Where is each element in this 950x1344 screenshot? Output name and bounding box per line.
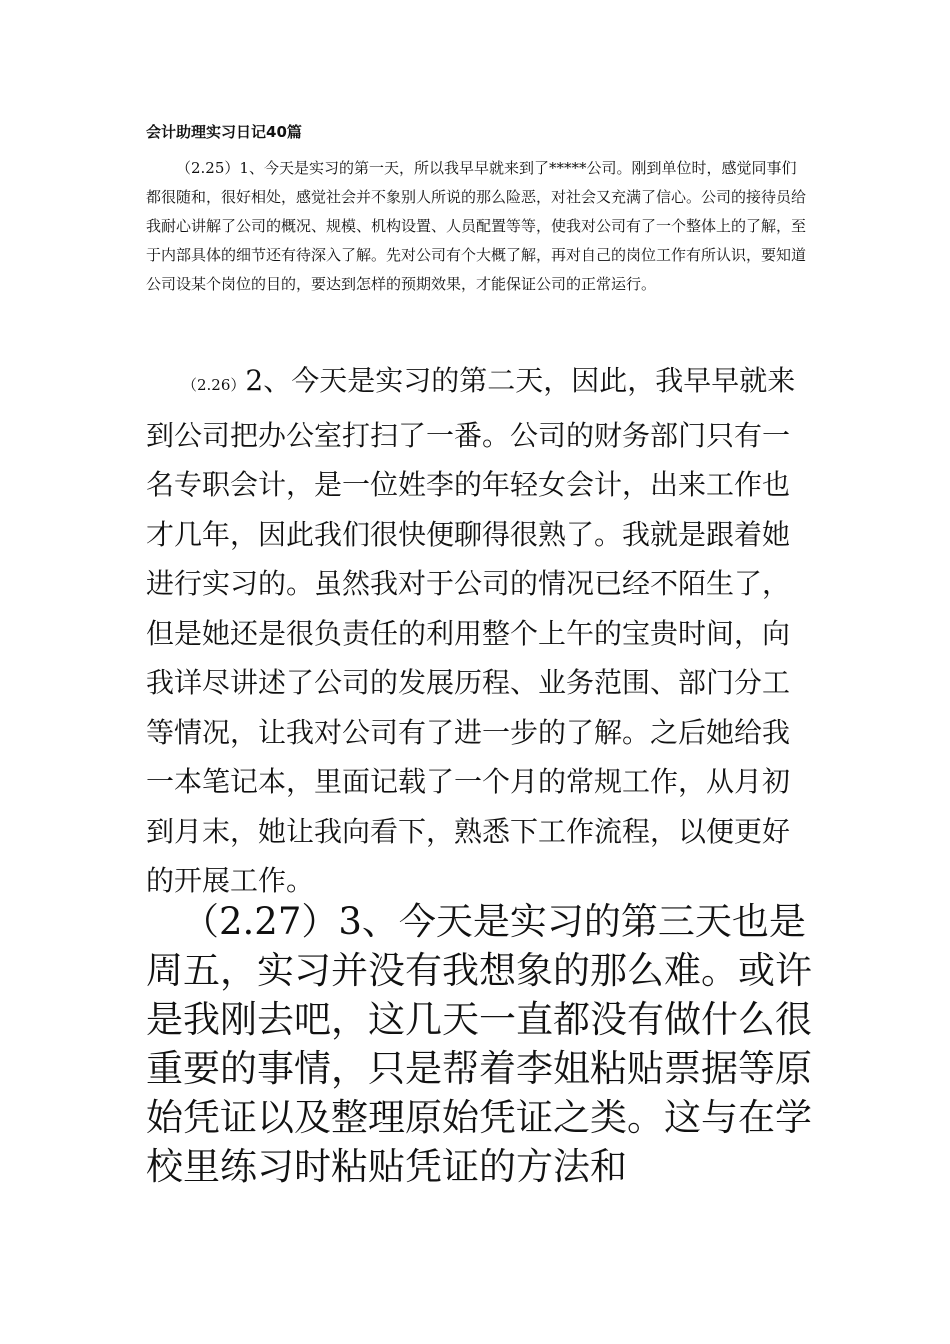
- entry-text: 2、今天是实习的第二天，因此，我早早就来到公司把办公室打扫了一番。公司的财务部门只有一名专职会计，是一位姓李的年轻女会计，出来工作也才几年，因此我们很快便聊得很熟了。我就是跟着她进行实习的。虽然我对于公司的情况已经不陌生了，但是她还是很负责任的利用整个上午的宝贵时间，向我详尽讲述了公司的发展历程、业务范围、部门分工等情况，让我对公司有了进一步的了解。之后她给我一本笔记本，里面记载了一个月的常规工作，从月初到月末，她让我向看下，熟悉下工作流程，以便更好的开展工作。: [146, 364, 796, 897]
- diary-entry-3: [146, 897, 821, 1191]
- document-title: 会计助理实习日记40篇: [146, 123, 302, 141]
- diary-entry-2: [146, 356, 811, 906]
- entry-date: （2.27）: [182, 900, 339, 943]
- diary-entry-1: [146, 154, 806, 299]
- entry-date: （2.26）: [182, 376, 246, 394]
- entry-text: 3、今天是实习的第三天也是周五，实习并没有我想象的那么难。或许是我刚去吧，这几天一直都没有做什么很重要的事情，只是帮着李姐粘贴票据等原始凭证以及整理原始凭证之类。这与在学校里练习时粘贴凭证的方法和: [146, 900, 812, 1188]
- entry-date: （2.25）: [176, 159, 240, 177]
- entry-text: 1、今天是实习的第一天，所以我早早就来到了*****公司。刚到单位时，感觉同事们都很随和，很好相处，感觉社会并不象别人所说的那么险恶，对社会又充满了信心。公司的接待员给我耐心讲解了公司的概况、规模、机构设置、人员配置等等，使我对公司有了一个整体上的了解，至于内部具体的细节还有待深入了解。先对公司有个大概了解，再对自己的岗位工作有所认识，要知道公司设某个岗位的目的，要达到怎样的预期效果，才能保证公司的正常运行。: [146, 159, 807, 293]
